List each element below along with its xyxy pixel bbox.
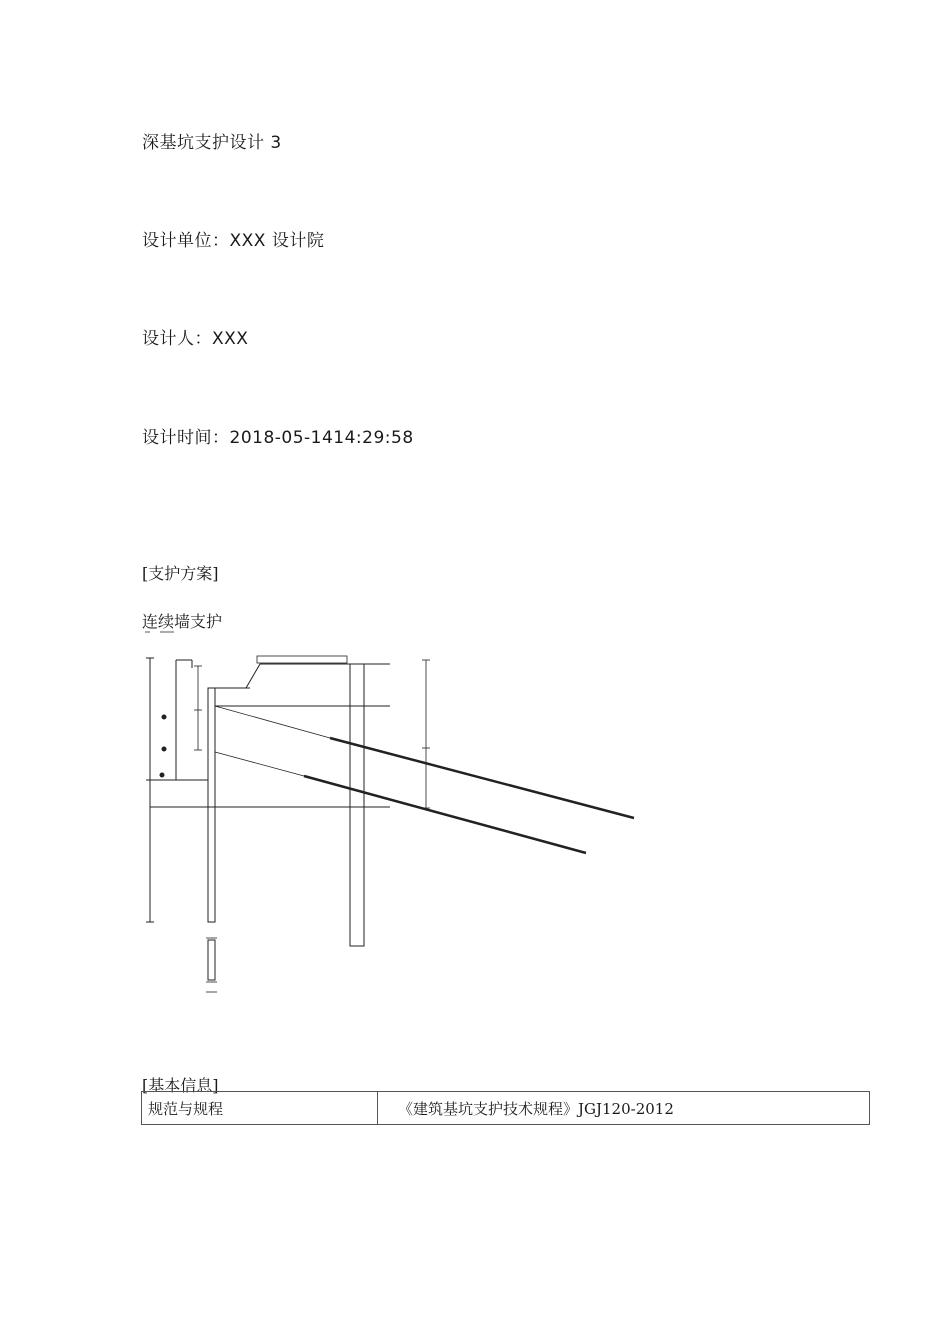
basic-info-heading: [基本信息]: [142, 1076, 219, 1095]
designer: 设计人：XXX: [142, 329, 249, 349]
spec-value: 《建筑基坑支护技术规程》JGJ120-2012: [378, 1092, 870, 1125]
design-time: 设计时间：2018-05-1414:29:58: [142, 428, 414, 448]
table-row: [142, 1092, 870, 1125]
design-unit: 设计单位：XXX 设计院: [142, 231, 325, 251]
document-title: 深基坑支护设计 3: [142, 133, 282, 153]
support-scheme-heading: [支护方案]: [142, 564, 219, 583]
spec-label: 规范与规程: [142, 1092, 378, 1125]
support-scheme-subtitle: 连续墙支护: [142, 612, 223, 631]
basic-info-table: [141, 1091, 870, 1125]
support-section-drawing: [140, 628, 640, 1000]
